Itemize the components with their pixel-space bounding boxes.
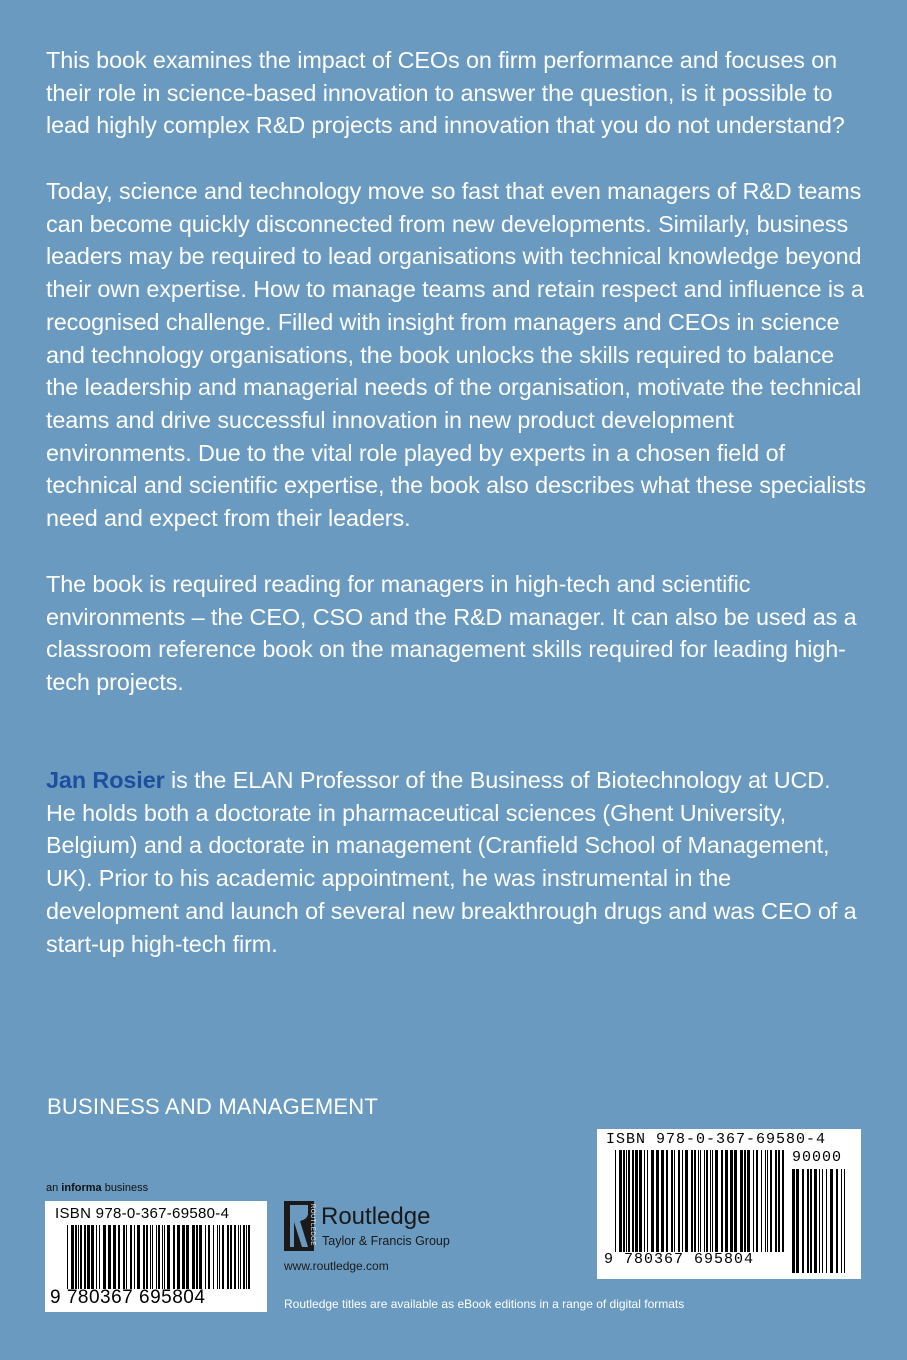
barcode-bar [146, 1225, 148, 1289]
barcode-bar [238, 1225, 239, 1289]
barcode-bar [756, 1150, 758, 1252]
barcode-bar [623, 1150, 625, 1252]
barcode-bar [814, 1169, 817, 1273]
barcode-bar [248, 1225, 250, 1289]
barcode-bar [99, 1225, 100, 1289]
barcode-bar [740, 1150, 743, 1252]
barcode-bar [767, 1150, 768, 1252]
barcode-bar [134, 1225, 135, 1289]
barcode-bar [137, 1225, 140, 1289]
barcode-bar [108, 1225, 111, 1289]
barcode-bar [700, 1150, 701, 1252]
barcode-bar [199, 1225, 202, 1289]
barcode-bar [826, 1169, 827, 1273]
barcode-bar [712, 1150, 713, 1252]
barcode-bar [222, 1225, 224, 1289]
barcode-bar [164, 1225, 165, 1289]
author-name: Jan Rosier [46, 767, 165, 793]
barcode-bar [706, 1150, 708, 1252]
barcode-bar [666, 1150, 668, 1252]
subject-category: BUSINESS AND MANAGEMENT [47, 1094, 378, 1119]
barcode-bar [186, 1225, 189, 1289]
barcode-bar [753, 1150, 754, 1252]
barcode-bar [158, 1225, 160, 1289]
barcode-bar [656, 1150, 659, 1252]
barcode-bar [213, 1225, 214, 1289]
publisher-name: Routledge [321, 1203, 431, 1230]
barcode-bar [152, 1225, 153, 1289]
isbn-barcode-left [45, 1201, 267, 1312]
barcode-bar [177, 1225, 180, 1289]
barcode-bar [227, 1225, 229, 1289]
barcode-digits-right: 9 780367 695804 [604, 1251, 755, 1268]
barcode-bar [647, 1150, 648, 1252]
barcode-bar [130, 1225, 132, 1289]
barcode-bar [71, 1225, 74, 1289]
blurb-paragraph-1: This book examines the impact of CEOs on firm performance and focuses on their role in science-based innovation to answer the question, is it possible to lead highly complex R&D projects and innovation that you do not understand? [46, 47, 845, 139]
barcode-bar [118, 1225, 120, 1289]
barcode-bar [651, 1150, 654, 1252]
barcode-bar [192, 1225, 195, 1289]
barcode-bar [674, 1150, 675, 1252]
barcode-bar [796, 1169, 799, 1273]
barcode-bar [208, 1225, 210, 1289]
barcode-bar [765, 1150, 766, 1252]
blurb-paragraph-3: The book is required reading for managers in high-tech and scientific environments – the CEO, CSO and the R&D manager. It can also be used as a classroom reference book on the management skills required for leading high-tech projects. [46, 571, 857, 696]
barcode-bar [694, 1150, 696, 1252]
barcode-bar [698, 1150, 699, 1252]
barcode-bar [626, 1150, 627, 1252]
barcode-bar [715, 1150, 718, 1252]
barcode-bar [230, 1225, 232, 1289]
barcode-bar [639, 1150, 642, 1252]
barcode-bar [143, 1225, 145, 1289]
barcode-bar [219, 1225, 220, 1289]
barcode-bars-right [615, 1150, 787, 1252]
barcode-bar [685, 1150, 688, 1252]
barcode-bar [123, 1225, 125, 1289]
informa-bold: informa [61, 1182, 102, 1194]
barcode-bar [217, 1225, 218, 1289]
barcode-bar [782, 1150, 784, 1252]
barcode-bar [678, 1150, 680, 1252]
barcode-bar [792, 1169, 795, 1273]
barcode-bar [744, 1150, 746, 1252]
barcode-bar [725, 1150, 728, 1252]
barcode-bar [162, 1225, 163, 1289]
barcode-bar [661, 1150, 664, 1252]
barcode-bar [87, 1225, 90, 1289]
barcode-addon-bars [792, 1169, 852, 1273]
barcode-bar [822, 1169, 823, 1273]
barcode-bar [841, 1169, 842, 1273]
barcode-bar [710, 1150, 711, 1252]
informa-tagline [46, 1182, 148, 1194]
barcode-bar [182, 1225, 185, 1289]
barcode-bar [704, 1150, 705, 1252]
barcode-bar [80, 1225, 82, 1289]
isbn-label-right: ISBN 978-0-367-69580-4 [606, 1131, 827, 1148]
barcode-bar [240, 1225, 241, 1289]
barcode-bar [770, 1150, 772, 1252]
barcode-bar [691, 1150, 693, 1252]
barcode-bar [682, 1150, 683, 1252]
barcode-bar [747, 1150, 750, 1252]
barcode-bar [615, 1150, 616, 1252]
barcode-bar [619, 1150, 622, 1252]
barcode-bar [778, 1150, 780, 1252]
isbn-label-left: ISBN 978-0-367-69580-4 [55, 1205, 230, 1222]
barcode-bar [632, 1150, 634, 1252]
barcode-bar [830, 1169, 833, 1273]
barcode-bar [761, 1150, 762, 1252]
barcode-bar [802, 1169, 804, 1273]
barcode-bar [96, 1225, 97, 1289]
barcode-bar [196, 1225, 198, 1289]
barcode-bar [819, 1169, 820, 1273]
barcode-bar [150, 1225, 151, 1289]
barcode-bar [67, 1225, 68, 1289]
barcode-bar [156, 1225, 157, 1289]
barcode-bar [836, 1169, 838, 1273]
author-bio-text: is the ELAN Professor of the Business of Biotechnology at UCD. He holds both a doctorate in pharmaceutical sciences (Ghent University, Belgium) and a doctorate in management (Cranfield School of Management, UK). Prior to his academic appointment, he was instrumental in the development and launch of several new breakthrough drugs and was CEO of a start-up high-tech firm. [46, 767, 857, 957]
publisher-url: www.routledge.com [284, 1259, 389, 1273]
barcode-bar [234, 1225, 236, 1289]
barcode-addon-digits: 90000 [792, 1149, 843, 1166]
barcode-bar [126, 1225, 127, 1289]
barcode-bar [775, 1150, 777, 1252]
barcode-bar [75, 1225, 77, 1289]
barcode-bar [635, 1150, 638, 1252]
routledge-vertical-text: ROUTLEDGE [309, 1204, 315, 1246]
barcode-bar [671, 1150, 673, 1252]
ebook-note: Routledge titles are available as eBook editions in a range of digital formats [284, 1297, 685, 1311]
informa-suffix: business [101, 1182, 149, 1194]
author-bio [46, 764, 866, 960]
barcode-bar [167, 1225, 170, 1289]
blurb-paragraph-2: Today, science and technology move so fast that even managers of R&D teams can become quickly disconnected from new developments. Similarly, business leaders may be required to lead organisations with technical knowledge beyond their own expertise. How to manage teams and retain respect and influence is a recognised challenge. Filled with insight from managers and CEOs in science and technology organisations, the book unlocks the skills required to balance the leadership and managerial needs of the organisation, motivate the technical teams and drive successful innovation in new product development environments. Due to the vital role played by experts in a chosen field of technical and scientific expertise, the book also describes what these specialists need and expect from their leaders. [46, 178, 867, 532]
barcode-bar [844, 1169, 845, 1273]
barcode-bar [243, 1225, 245, 1289]
barcode-bar [730, 1150, 733, 1252]
informa-prefix: an [46, 1182, 62, 1194]
barcode-bar [205, 1225, 206, 1289]
barcode-digits-left: 9 780367 695804 [50, 1287, 206, 1308]
barcode-bar [113, 1225, 116, 1289]
publisher-group: Taylor & Francis Group [322, 1234, 450, 1248]
barcode-bar [103, 1225, 106, 1289]
barcode-bars-left [67, 1225, 253, 1289]
barcode-bar [721, 1150, 723, 1252]
barcode-bar [734, 1150, 737, 1252]
barcode-bar [246, 1225, 247, 1289]
barcode-bar [810, 1169, 812, 1273]
barcode-bar [173, 1225, 175, 1289]
isbn-barcode-right [597, 1129, 861, 1279]
barcode-bar [644, 1150, 645, 1252]
barcode-bar [807, 1169, 809, 1273]
barcode-bar [628, 1150, 630, 1252]
barcode-bar [78, 1225, 79, 1289]
barcode-bar [84, 1225, 86, 1289]
barcode-bar [91, 1225, 94, 1289]
